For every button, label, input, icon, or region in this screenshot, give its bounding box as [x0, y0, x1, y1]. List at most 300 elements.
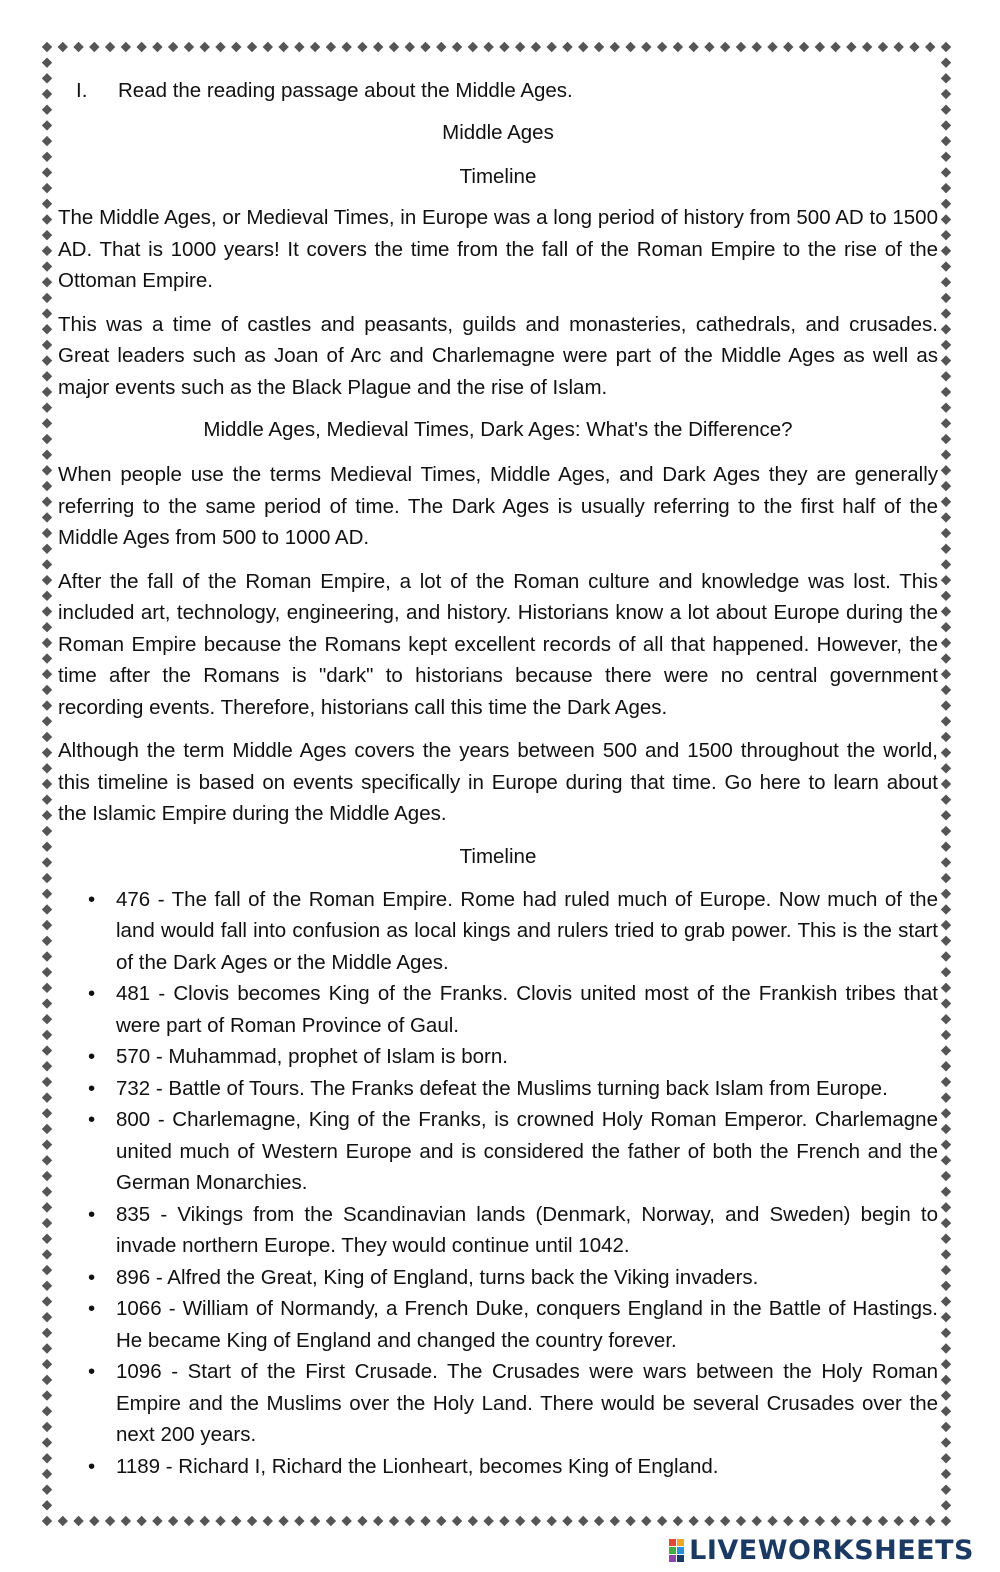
border-diamond [941, 591, 951, 601]
difference-heading: Middle Ages, Medieval Times, Dark Ages: What's the Difference? [203, 418, 793, 441]
page-title: Middle Ages [442, 121, 554, 144]
border-diamond [42, 559, 52, 569]
border-diamond [263, 42, 273, 52]
border-diamond [846, 42, 856, 52]
border-diamond [357, 42, 367, 52]
border-diamond [941, 998, 951, 1008]
border-diamond [941, 763, 951, 773]
border-diamond [941, 716, 951, 726]
border-diamond [215, 1516, 225, 1526]
border-diamond [468, 1516, 478, 1526]
border-diamond [941, 528, 951, 538]
border-diamond [42, 89, 52, 99]
timeline-year: 1189 [116, 1454, 161, 1478]
border-diamond [941, 261, 951, 271]
instruction-text: Read the reading passage about the Middle Ages. [118, 79, 573, 102]
intro-paragraph: The Middle Ages, or Medieval Times, in Europe was a long period of history from 500 AD to 1500 AD. That is 1000 years! It covers the time from the fall of the Roman Empire to the rise of the Ottoman Empire. [58, 206, 938, 292]
logo-mark-icon [669, 1539, 684, 1562]
timeline-item [58, 978, 938, 1041]
border-diamond [688, 1516, 698, 1526]
border-diamond [42, 685, 52, 695]
border-diamond [294, 1516, 304, 1526]
border-diamond [515, 42, 525, 52]
border-diamond [42, 747, 52, 757]
border-diamond [941, 167, 951, 177]
timeline-text: - Muhammad, prophet of Islam is born. [150, 1045, 508, 1068]
border-diamond [941, 826, 951, 836]
border-diamond [941, 1437, 951, 1447]
bullet-icon: • [88, 1265, 96, 1289]
border-diamond [941, 544, 951, 554]
border-diamond [89, 1516, 99, 1526]
border-diamond [941, 120, 951, 130]
border-diamond [562, 1516, 572, 1526]
border-diamond [326, 1516, 336, 1526]
border-diamond [941, 1124, 951, 1134]
border-diamond [247, 42, 257, 52]
border-diamond [42, 700, 52, 710]
border-diamond [310, 42, 320, 52]
border-diamond [909, 1516, 919, 1526]
border-diamond [941, 512, 951, 522]
border-diamond [515, 1516, 525, 1526]
border-diamond [925, 42, 935, 52]
border-diamond [941, 685, 951, 695]
border-diamond [42, 199, 52, 209]
border-diamond [941, 1139, 951, 1149]
border-diamond [941, 794, 951, 804]
border-diamond [341, 1516, 351, 1526]
border-diamond [42, 434, 52, 444]
timeline-year: 570 [116, 1045, 151, 1068]
border-diamond [357, 1516, 367, 1526]
border-diamond [278, 42, 288, 52]
border-diamond [42, 779, 52, 789]
instruction-number: I. [76, 79, 88, 102]
border-diamond [941, 747, 951, 757]
timeline-year: 896 [116, 1265, 151, 1289]
border-diamond [405, 1516, 415, 1526]
timeline-year: 1096 [116, 1360, 162, 1383]
border-diamond [231, 1516, 241, 1526]
border-diamond [42, 1422, 52, 1432]
border-diamond [941, 1359, 951, 1369]
border-diamond [42, 1092, 52, 1102]
border-diamond [42, 794, 52, 804]
border-diamond [42, 1014, 52, 1024]
border-diamond [941, 1328, 951, 1338]
border-diamond [42, 1155, 52, 1165]
border-diamond [42, 591, 52, 601]
border-diamond [941, 1390, 951, 1400]
border-diamond [58, 42, 68, 52]
border-diamond [941, 700, 951, 710]
border-diamond [783, 42, 793, 52]
border-diamond [752, 1516, 762, 1526]
border-diamond [42, 481, 52, 491]
timeline-text: - Battle of Tours. The Franks defeat the Muslims turning back Islam from Europe. [150, 1076, 888, 1100]
border-diamond [184, 42, 194, 52]
border-diamond [73, 1516, 83, 1526]
border-diamond [594, 1516, 604, 1526]
border-diamond [42, 136, 52, 146]
border-diamond [941, 1312, 951, 1322]
border-diamond [941, 1030, 951, 1040]
border-diamond [42, 528, 52, 538]
border-diamond [688, 42, 698, 52]
border-diamond [42, 1453, 52, 1463]
timeline-item [58, 1451, 938, 1483]
border-diamond [42, 1077, 52, 1087]
border-diamond [941, 842, 951, 852]
border-diamond [263, 1516, 273, 1526]
border-diamond [767, 42, 777, 52]
border-diamond [941, 497, 951, 507]
bullet-icon: • [88, 887, 96, 911]
border-diamond [231, 42, 241, 52]
border-diamond [941, 622, 951, 632]
border-diamond [941, 1375, 951, 1385]
border-diamond [42, 105, 52, 115]
liveworksheets-logo[interactable] [669, 1535, 974, 1566]
border-diamond [42, 857, 52, 867]
border-diamond [42, 324, 52, 334]
border-diamond [941, 1202, 951, 1212]
border-diamond [941, 1484, 951, 1494]
border-diamond [168, 1516, 178, 1526]
border-diamond [42, 826, 52, 836]
border-diamond [941, 152, 951, 162]
border-diamond [42, 246, 52, 256]
timeline-list [58, 884, 938, 1483]
border-diamond [925, 1516, 935, 1526]
border-diamond [73, 42, 83, 52]
border-diamond [42, 1312, 52, 1322]
border-diamond [42, 355, 52, 365]
border-diamond [42, 402, 52, 412]
border-diamond [673, 42, 683, 52]
border-diamond [941, 1296, 951, 1306]
border-diamond [42, 1390, 52, 1400]
border-diamond [42, 1108, 52, 1118]
border-diamond [941, 1092, 951, 1102]
border-diamond [941, 434, 951, 444]
border-diamond [941, 1453, 951, 1463]
border-diamond [42, 1218, 52, 1228]
border-diamond [105, 42, 115, 52]
border-diamond [799, 42, 809, 52]
border-diamond [641, 42, 651, 52]
border-diamond [278, 1516, 288, 1526]
border-diamond [941, 277, 951, 287]
border-diamond [562, 42, 572, 52]
border-diamond [42, 967, 52, 977]
border-diamond [941, 1077, 951, 1087]
border-diamond [42, 387, 52, 397]
timeline-text: - Start of the First Crusade. The Crusades were wars between the Holy Roman Empire and the Muslims over the Holy Land. There would be several Crusades over the next 200 years. [116, 1360, 938, 1446]
border-diamond [168, 42, 178, 52]
timeline-year: 1066 [116, 1297, 162, 1320]
timeline-item [58, 1041, 938, 1073]
border-diamond [941, 1014, 951, 1024]
border-diamond [42, 1437, 52, 1447]
timeline-item [58, 1293, 938, 1356]
timeline-text: - Vikings from the Scandinavian lands (Denmark, Norway, and Sweden) begin to invade northern Europe. They would continue until 1042. [116, 1202, 938, 1257]
border-diamond [941, 42, 951, 52]
border-diamond [105, 1516, 115, 1526]
border-diamond [42, 1045, 52, 1055]
border-diamond [42, 214, 52, 224]
border-diamond [42, 450, 52, 460]
border-diamond [941, 1249, 951, 1259]
border-diamond [42, 1328, 52, 1338]
border-diamond [941, 1516, 951, 1526]
border-diamond [941, 324, 951, 334]
border-diamond [941, 732, 951, 742]
border-diamond [941, 653, 951, 663]
timeline-year: 732 [116, 1076, 151, 1100]
border-diamond [42, 1484, 52, 1494]
timeline-text: - William of Normandy, a French Duke, conquers England in the Battle of Hastings. He became King of England and changed the country forever. [116, 1297, 938, 1352]
border-diamond [121, 42, 131, 52]
border-diamond [42, 120, 52, 130]
bullet-icon: • [88, 1108, 96, 1131]
border-diamond [767, 1516, 777, 1526]
border-diamond [783, 1516, 793, 1526]
border-diamond [941, 638, 951, 648]
difference-paragraph: After the fall of the Roman Empire, a lot of the Roman culture and knowledge was lost. This included art, technology, engineering, and history. Historians know a lot about Europe during the Roman Empire because the Romans kept excellent records of all that happened. However, the time after the Romans is "dark" to historians because there were no central government recording events. Therefore, historians call this time the Dark Ages. [58, 569, 938, 719]
border-diamond [941, 559, 951, 569]
intro-paragraph: This was a time of castles and peasants, guilds and monasteries, cathedrals, and crusades. Great leaders such as Joan of Arc and Charlemagne were part of the Middle Ages as well as major events such as the Black Plague and the rise of Islam. [58, 312, 938, 399]
border-diamond [42, 810, 52, 820]
border-diamond [657, 1516, 667, 1526]
border-diamond [941, 1171, 951, 1181]
border-diamond [42, 465, 52, 475]
border-diamond [42, 497, 52, 507]
border-diamond [878, 1516, 888, 1526]
border-diamond [42, 1375, 52, 1385]
timeline-year: 835 [116, 1202, 151, 1226]
border-diamond [941, 1422, 951, 1432]
border-diamond [941, 418, 951, 428]
border-diamond [941, 1265, 951, 1275]
border-diamond [42, 983, 52, 993]
border-diamond [373, 1516, 383, 1526]
border-diamond [42, 308, 52, 318]
border-diamond [720, 42, 730, 52]
border-diamond [941, 1045, 951, 1055]
border-diamond [42, 1249, 52, 1259]
border-diamond [941, 1500, 951, 1510]
border-diamond [42, 183, 52, 193]
border-diamond [941, 230, 951, 240]
logo-tile [669, 1547, 676, 1554]
timeline-year: 481 [116, 982, 151, 1005]
border-diamond [42, 277, 52, 287]
border-diamond [941, 1061, 951, 1071]
logo-tile [677, 1555, 684, 1562]
timeline-text: - Alfred the Great, King of England, turns back the Viking invaders. [150, 1265, 759, 1289]
border-diamond [42, 873, 52, 883]
border-diamond [42, 842, 52, 852]
bullet-icon: • [88, 1454, 96, 1478]
border-diamond [531, 1516, 541, 1526]
border-diamond [42, 1171, 52, 1181]
border-diamond [941, 983, 951, 993]
border-diamond [878, 42, 888, 52]
border-diamond [341, 42, 351, 52]
border-diamond [941, 889, 951, 899]
border-diamond [941, 1187, 951, 1197]
border-diamond [247, 1516, 257, 1526]
border-diamond [625, 1516, 635, 1526]
border-diamond [594, 42, 604, 52]
border-diamond [941, 1406, 951, 1416]
border-diamond [547, 1516, 557, 1526]
border-diamond [42, 371, 52, 381]
border-diamond [42, 1343, 52, 1353]
border-diamond [42, 152, 52, 162]
border-diamond [657, 42, 667, 52]
border-diamond [42, 904, 52, 914]
border-diamond [673, 1516, 683, 1526]
border-diamond [641, 1516, 651, 1526]
border-diamond [625, 42, 635, 52]
border-diamond [893, 1516, 903, 1526]
border-diamond [42, 936, 52, 946]
border-diamond [89, 42, 99, 52]
border-diamond [200, 42, 210, 52]
border-diamond [42, 512, 52, 522]
border-diamond [326, 42, 336, 52]
border-diamond [42, 920, 52, 930]
worksheet-content [58, 74, 938, 1482]
border-diamond [941, 904, 951, 914]
border-diamond [941, 1469, 951, 1479]
timeline-item [58, 884, 938, 979]
border-diamond [42, 951, 52, 961]
border-diamond [941, 340, 951, 350]
bullet-icon: • [88, 1360, 96, 1383]
border-diamond [736, 1516, 746, 1526]
border-diamond [941, 669, 951, 679]
border-diamond [42, 1234, 52, 1244]
border-diamond [547, 42, 557, 52]
border-diamond [436, 42, 446, 52]
border-diamond [941, 73, 951, 83]
border-diamond [815, 1516, 825, 1526]
border-diamond [42, 1124, 52, 1134]
border-diamond [941, 810, 951, 820]
timeline-text: - Richard I, Richard the Lionheart, becomes King of England. [160, 1454, 719, 1478]
border-diamond [310, 1516, 320, 1526]
border-diamond [136, 42, 146, 52]
border-diamond [531, 42, 541, 52]
border-diamond [42, 1139, 52, 1149]
border-diamond [941, 387, 951, 397]
border-diamond [42, 1202, 52, 1212]
border-diamond [436, 1516, 446, 1526]
difference-paragraph: When people use the terms Medieval Times, Middle Ages, and Dark Ages they are generally referring to the same period of time. The Dark Ages is usually referring to the first half of the Middle Ages from 500 to 1000 AD. [58, 463, 938, 549]
border-diamond [941, 1155, 951, 1165]
bullet-icon: • [88, 1045, 96, 1068]
border-diamond [941, 402, 951, 412]
border-diamond [941, 920, 951, 930]
border-diamond [42, 1187, 52, 1197]
page-subtitle: Timeline [459, 165, 537, 188]
bullet-icon: • [88, 1076, 96, 1100]
border-diamond [862, 1516, 872, 1526]
border-diamond [42, 1030, 52, 1040]
border-diamond [42, 638, 52, 648]
logo-tile [677, 1539, 684, 1546]
border-diamond [830, 1516, 840, 1526]
border-diamond [610, 1516, 620, 1526]
border-diamond [862, 42, 872, 52]
border-diamond [152, 42, 162, 52]
border-diamond [42, 42, 52, 52]
timeline-heading: Timeline [459, 844, 537, 868]
border-diamond [941, 575, 951, 585]
border-diamond [909, 42, 919, 52]
logo-tile [677, 1547, 684, 1554]
border-diamond [452, 42, 462, 52]
border-diamond [941, 214, 951, 224]
border-diamond [941, 481, 951, 491]
border-diamond [42, 653, 52, 663]
border-diamond [200, 1516, 210, 1526]
border-diamond [294, 42, 304, 52]
border-diamond [704, 42, 714, 52]
border-diamond [941, 1281, 951, 1291]
border-diamond [420, 42, 430, 52]
border-diamond [893, 42, 903, 52]
border-diamond [941, 857, 951, 867]
logo-tile [669, 1539, 676, 1546]
bullet-icon: • [88, 982, 96, 1005]
border-diamond [389, 42, 399, 52]
border-diamond [42, 1296, 52, 1306]
border-diamond [941, 606, 951, 616]
border-diamond [42, 73, 52, 83]
border-diamond [42, 622, 52, 632]
border-diamond [42, 1359, 52, 1369]
border-diamond [420, 1516, 430, 1526]
border-diamond [42, 732, 52, 742]
border-diamond [42, 1281, 52, 1291]
timeline-item [58, 1073, 938, 1105]
border-diamond [121, 1516, 131, 1526]
border-diamond [152, 1516, 162, 1526]
border-diamond [42, 575, 52, 585]
bullet-icon: • [88, 1297, 96, 1320]
border-diamond [941, 951, 951, 961]
border-diamond [483, 1516, 493, 1526]
border-diamond [578, 1516, 588, 1526]
timeline-item [58, 1199, 938, 1262]
border-diamond [42, 230, 52, 240]
border-diamond [704, 1516, 714, 1526]
border-diamond [610, 42, 620, 52]
border-diamond [42, 669, 52, 679]
border-diamond [42, 340, 52, 350]
border-diamond [405, 42, 415, 52]
border-diamond [941, 465, 951, 475]
timeline-item [58, 1356, 938, 1451]
border-diamond [42, 1061, 52, 1071]
border-diamond [452, 1516, 462, 1526]
border-diamond [42, 1516, 52, 1526]
